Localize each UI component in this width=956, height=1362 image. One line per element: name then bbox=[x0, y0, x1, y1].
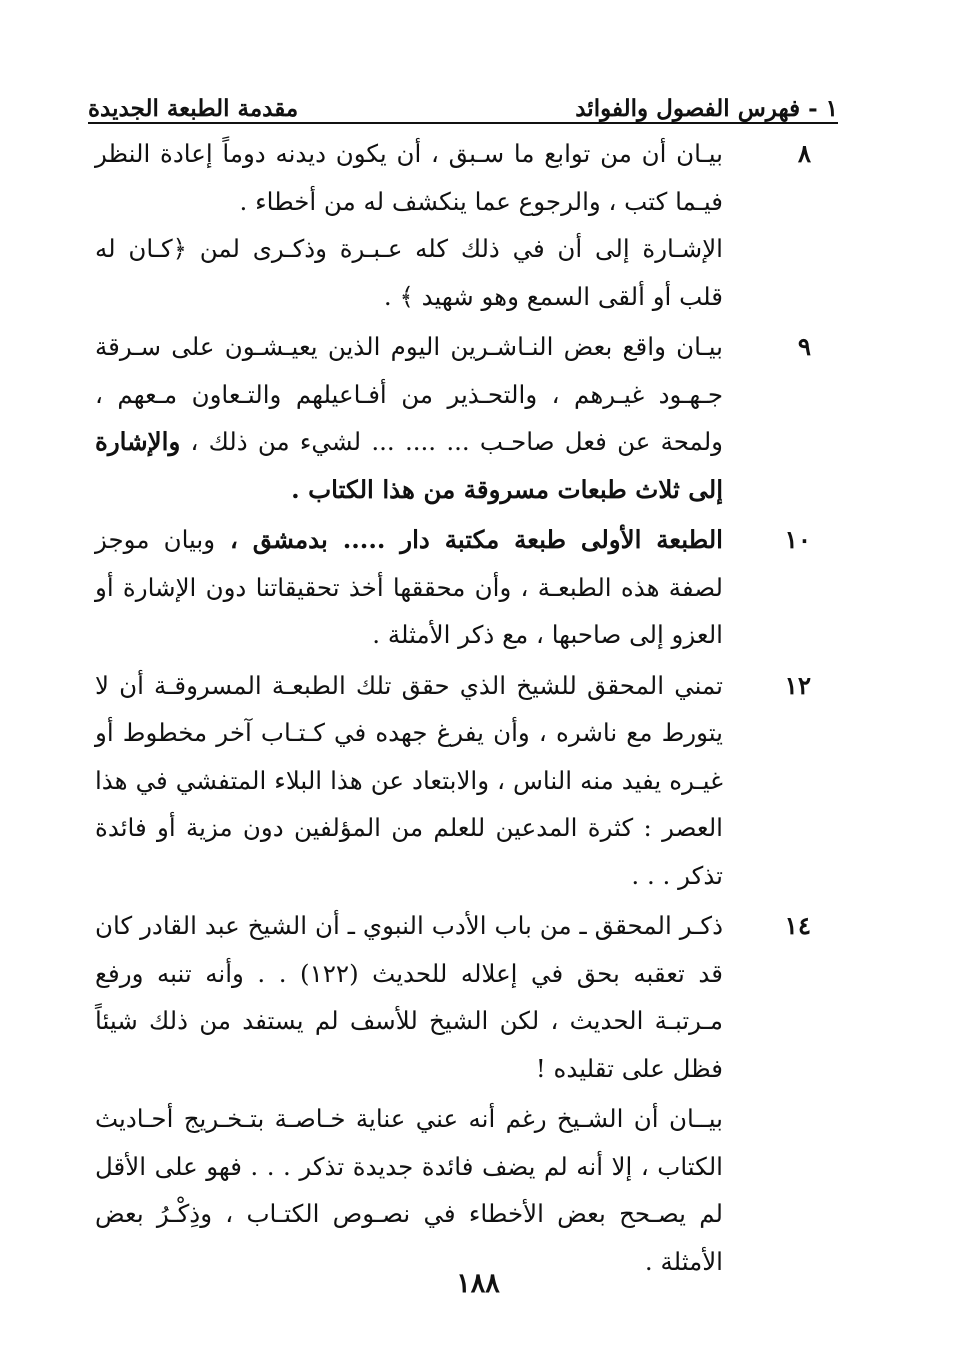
entry-page-number: ١٤ bbox=[784, 911, 811, 940]
page-number: ١٨٨ bbox=[456, 1268, 500, 1299]
entry-text-bold: والإشارة إلى ثلاث طبعات مسروقة من هذا الكتاب . bbox=[95, 427, 723, 504]
index-entry bbox=[95, 516, 815, 659]
entry-page-number: ٨ bbox=[797, 139, 811, 168]
entry-text bbox=[95, 130, 723, 320]
entry-page-number: ١٠ bbox=[784, 525, 811, 554]
entry-text bbox=[95, 662, 723, 900]
entry-paragraph: بيـان أن من توابع ما سـبق ، أن يكون ديدنه دوماً إعادة النظر فيـما كتب ، والرجوع عما ينكشف له من أخطاء . bbox=[95, 139, 723, 216]
entry-text-regular: وبيان موجز لصفة هذه الطبعـة ، وأن محققها أخذ تحقيقاتنا دون الإشارة أو العزو إلى صاحبها ، مع ذكر الأمثلة . bbox=[95, 525, 723, 649]
running-header bbox=[88, 70, 838, 122]
entry-text bbox=[95, 516, 723, 659]
chapter-title: ١ - فهرس الفصول والفوائد bbox=[575, 95, 838, 122]
index-entry bbox=[95, 323, 815, 513]
entry-text bbox=[95, 323, 723, 513]
header-rule bbox=[88, 122, 838, 124]
entry-paragraph bbox=[95, 516, 723, 659]
index-entries bbox=[95, 130, 815, 1285]
entry-page-number: ٩ bbox=[797, 332, 811, 361]
index-entry bbox=[95, 130, 815, 320]
entry-text-regular: بيـان واقع بعض النـاشـرين اليوم الذين يعيـشـون على سـرقة جـهـود غيـرهم ، والتحـذير من أفـاعيلهم والتـعاون مـعهم ، ولمحة عن فعل صاحـب ... .... ... لشيء من ذلك ، bbox=[95, 332, 723, 456]
entry-text bbox=[95, 902, 723, 1285]
entry-paragraph: الإشـارة إلى أن في ذلك كله عـبـرة وذكـرى لمن ﴿كـان له قلب أو ألقى السمع وهو شهيد ﴾ . bbox=[95, 234, 723, 311]
entry-paragraph: تمني المحقق للشيخ الذي حقق تلك الطبعـة المسروقـة أن لا يتورط مع ناشره ، وأن يفرغ جهده في كـتـاب آخر مخطوط أو غيـره يفيد منه الناس ، والابتعاد عن هذا البلاء المتفشي في هذا العصر : كثرة المدعين للعلم من المؤلفين دون مزية أو فائدة تذكر . . . bbox=[95, 670, 723, 890]
section-title: مقدمة الطبعة الجديدة bbox=[88, 95, 299, 122]
entry-paragraph bbox=[95, 323, 723, 513]
entry-page-number: ١٢ bbox=[784, 670, 811, 700]
entry-paragraph: ذكـر المحقق ـ من باب الأدب النبوي ـ أن الشيخ عبد القادر كان قد تعقبه بحق في إعلاله للحديث (١٢٢) . . وأنه تنبه ورفع مـرتبـة الحديث ، لكن الشيخ للأسف لم يستفد من ذلك شيئاً فظل على تقليده ! bbox=[95, 911, 723, 1083]
entry-paragraph: بيــان أن الشـيخ رغم أنه عني عناية خـاصـة بتـخـريج أحـاديث الكتاب ، إلا أنه لم يضف فائدة جديدة تذكر . . . فهو على الأقل لم يصـحح بعض الأخطاء في نصـوص الكتـاب ، وذِكْـرُ بعض الأمثلة . bbox=[95, 1104, 723, 1276]
index-entry bbox=[95, 662, 815, 900]
entry-text-bold: الطبعة الأولى طبعة مكتبة دار ..... بدمشق ، bbox=[215, 525, 723, 554]
index-entry bbox=[95, 902, 815, 1285]
